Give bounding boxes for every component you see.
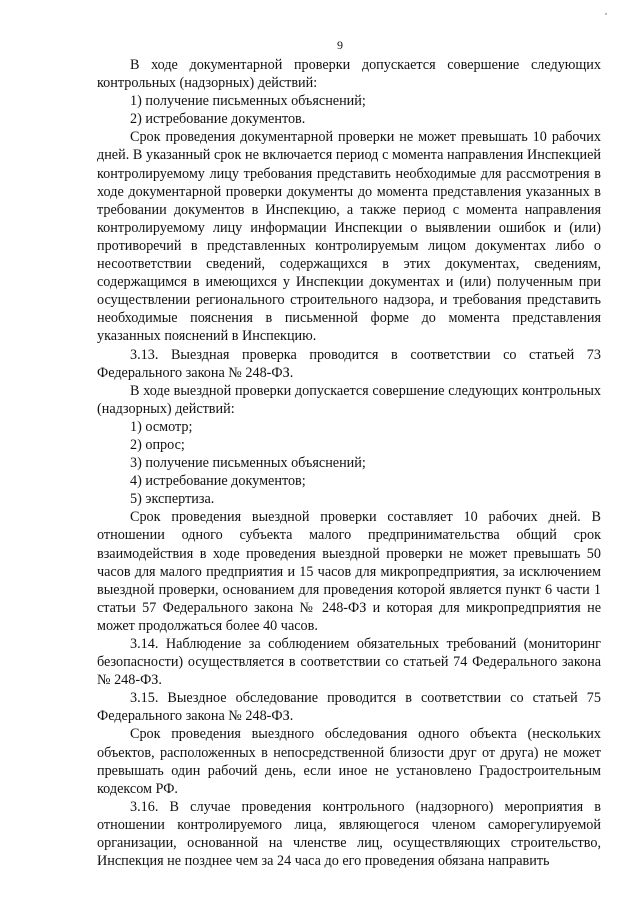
paragraph-doc-check-term: Срок проведения документарной проверки не может превышать 10 рабочих дней. В указанный срок не включается период с момента направления Инспекцией контролируемому лицу требования представить необходимые для рассмотрения в ходе документарной проверки документы до момента представления указанных в требовании документов в Инспекцию, а также период с момента направления контролируемому лицу информации Инспекции о выявлении ошибок и (или) противоречий в представленных контролируемым лицом документах либо о несоответствии сведений, содержащихся в этих документах, сведениям, содержащимся в имеющихся у Инспекции документах и (или) полученным при осуществлении регионального строительного надзора, и требования представить необходимые пояснения в письменной форме до момента представления указанных пояснений в Инспекцию. bbox=[97, 129, 601, 345]
document-body bbox=[97, 56, 601, 870]
paragraph-3-15: 3.15. Выездное обследование проводится в соответствии со статьей 75 Федерального закона № 248-ФЗ. bbox=[97, 690, 601, 725]
list-item-written-explanations: 3) получение письменных объяснений; bbox=[130, 455, 366, 472]
list-item-inspection: 1) осмотр; bbox=[130, 418, 193, 435]
paragraph-field-check-term: Срок проведения выездной проверки составляет 10 рабочих дней. В отношении одного субъекта малого предпринимательства общий срок взаимодействия в ходе проведения выездной проверки не может превышать 50 часов для малого предприятия и 15 часов для микропредприятия, за исключением выездной проверки, основанием для проведения которой является пункт 6 части 1 статьи 57 Федерального закона № 248-ФЗ и которая для микропредприятия не может продолжаться более 40 часов. bbox=[97, 509, 601, 634]
paragraph-3-14: 3.14. Наблюдение за соблюдением обязательных требований (мониторинг безопасности) осуществляется в соответствии со статьей 74 Федерального закона № 248-ФЗ. bbox=[97, 636, 601, 689]
list-item-documents-request: 2) истребование документов. bbox=[130, 111, 306, 128]
paragraph-field-survey-term: Срок проведения выездного обследования одного объекта (нескольких объектов, расположенных в непосредственной близости друг от друга) не может превышать один рабочий день, если иное не установлено Градостроительным кодексом РФ. bbox=[97, 726, 601, 797]
paragraph-field-check-actions: В ходе выездной проверки допускается совершение следующих контрольных (надзорных) действий: bbox=[97, 382, 601, 417]
list-item-survey: 2) опрос; bbox=[130, 436, 185, 453]
list-item-documents: 4) истребование документов; bbox=[130, 473, 306, 490]
corner-mark: ˙ bbox=[604, 10, 608, 24]
list-item-explanations: 1) получение письменных объяснений; bbox=[130, 93, 366, 110]
list-item-expertise: 5) экспертиза. bbox=[130, 491, 215, 508]
paragraph-doc-check-actions: В ходе документарной проверки допускается совершение следующих контрольных (надзорных) действий: bbox=[97, 57, 601, 92]
page-number: 9 bbox=[337, 38, 343, 52]
paragraph-3-13: 3.13. Выездная проверка проводится в соответствии со статьей 73 Федерального закона № 248-ФЗ. bbox=[97, 346, 601, 381]
paragraph-3-16: 3.16. В случае проведения контрольного (надзорного) мероприятия в отношении контролируемого лица, являющегося членом саморегулируемой организации, основанной на членстве лиц, осуществляющих строительство, Инспекция не позднее чем за 24 часа до его проведения обязана направить bbox=[97, 798, 601, 870]
